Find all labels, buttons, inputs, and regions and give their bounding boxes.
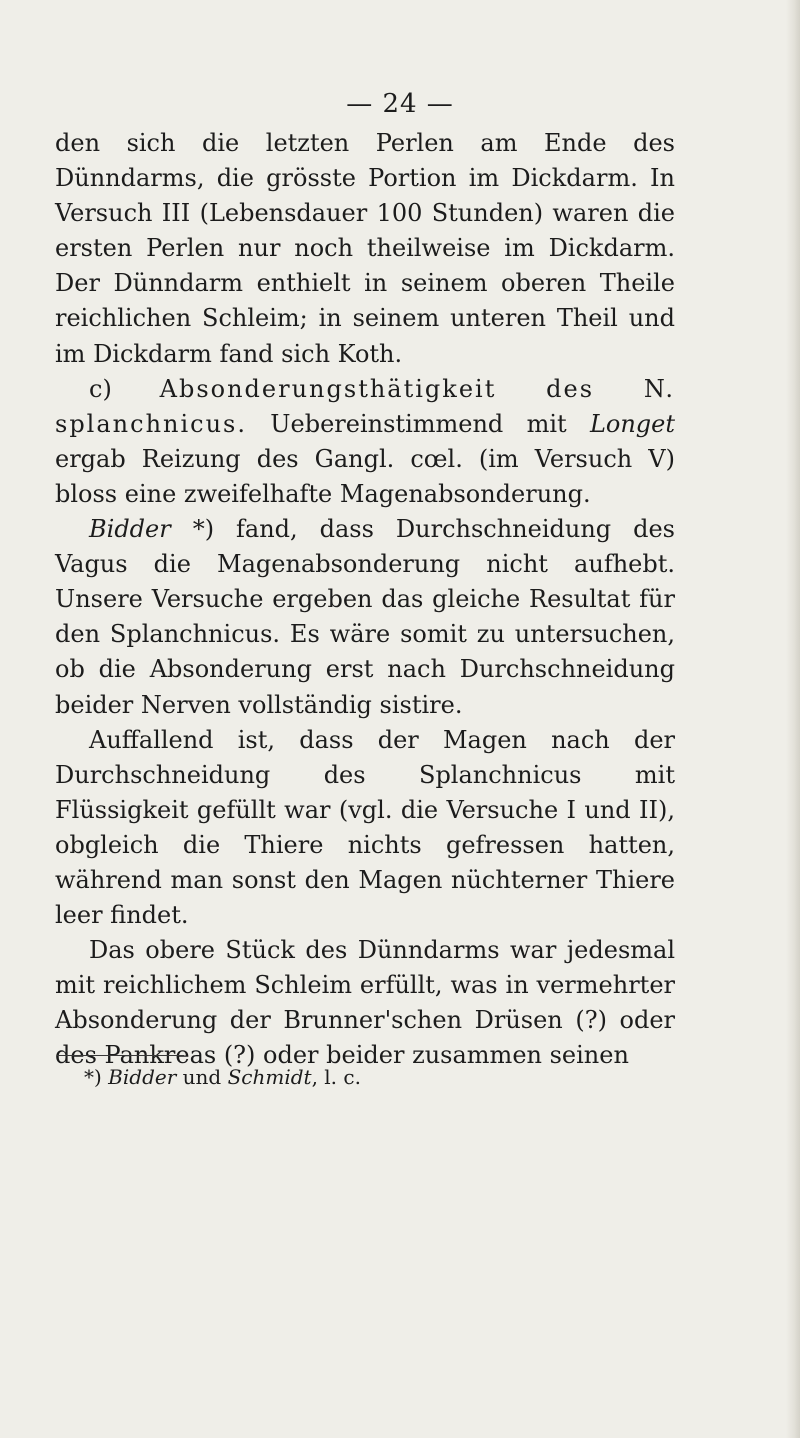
- page-number: — 24 —: [346, 89, 454, 119]
- section-heading: Absonderungsthätigkeit des N. splanchnicus.: [55, 374, 675, 438]
- author-name-bidder: Bidder: [89, 515, 171, 544]
- paragraph-5: Das obere Stück des Dünndarms war jedesmal mit reichlichem Schleim erfüllt, was in vermehrter Absonderung der Brunner'schen Drüsen (?) oder des Pankreas (?) oder beider zusammen seinen: [55, 936, 675, 1070]
- footnote-author-bidder: Bidder: [108, 1065, 177, 1089]
- paragraph-2-text-a: Uebereinstimmend mit: [270, 409, 567, 438]
- page-edge-shadow: [786, 0, 800, 1438]
- footnote-mark: *): [84, 1065, 102, 1089]
- footnote-author-schmidt: Schmidt: [227, 1065, 312, 1089]
- paragraph-1: den sich die letzten Perlen am Ende des Dünndarms, die grösste Portion im Dickdarm. In Versuch III (Lebensdauer 100 Stunden) waren die ersten Perlen nur noch theilweise im Dickdarm. Der Dünndarm enthielt in seinem oberen Theile reichlichen Schleim; in seinem unteren Theil und im Dickdarm fand sich Koth.: [55, 129, 675, 368]
- paragraph-4: Auffallend ist, dass der Magen nach der Durchschneidung des Splanchnicus mit Flüssigkeit gefüllt war (vgl. die Versuche I und II), obgleich die Thiere nichts gefressen hatten, während man sonst den Magen nüchterner Thiere leer findet.: [55, 725, 675, 930]
- paragraph-2-text-b: ergab Reizung des Gangl. cœl. (im Versuch V) bloss eine zweifelhafte Magenabsonderung.: [55, 444, 675, 508]
- footnote-reference-text: , l. c.: [311, 1065, 361, 1089]
- footnote-divider: [57, 1055, 184, 1056]
- paragraph-2: [55, 372, 675, 512]
- footnote-connector: und: [182, 1065, 222, 1089]
- paragraph-3: [55, 512, 675, 723]
- author-name-longet: Longet: [589, 409, 675, 438]
- body-text: [55, 126, 675, 1074]
- paragraph-3-text: fand, dass Durchschneidung des Vagus die Magenabsonderung nicht aufhebt. Unsere Versuche ergeben das gleiche Resultat für den Splanchnicus. Es wäre somit zu untersuchen, ob die Absonderung erst nach Durchschneidung beider Nerven vollständig sistire.: [55, 515, 675, 719]
- footnote: [84, 1063, 684, 1091]
- section-lead: c): [89, 374, 112, 403]
- footnote-reference: *): [192, 515, 215, 544]
